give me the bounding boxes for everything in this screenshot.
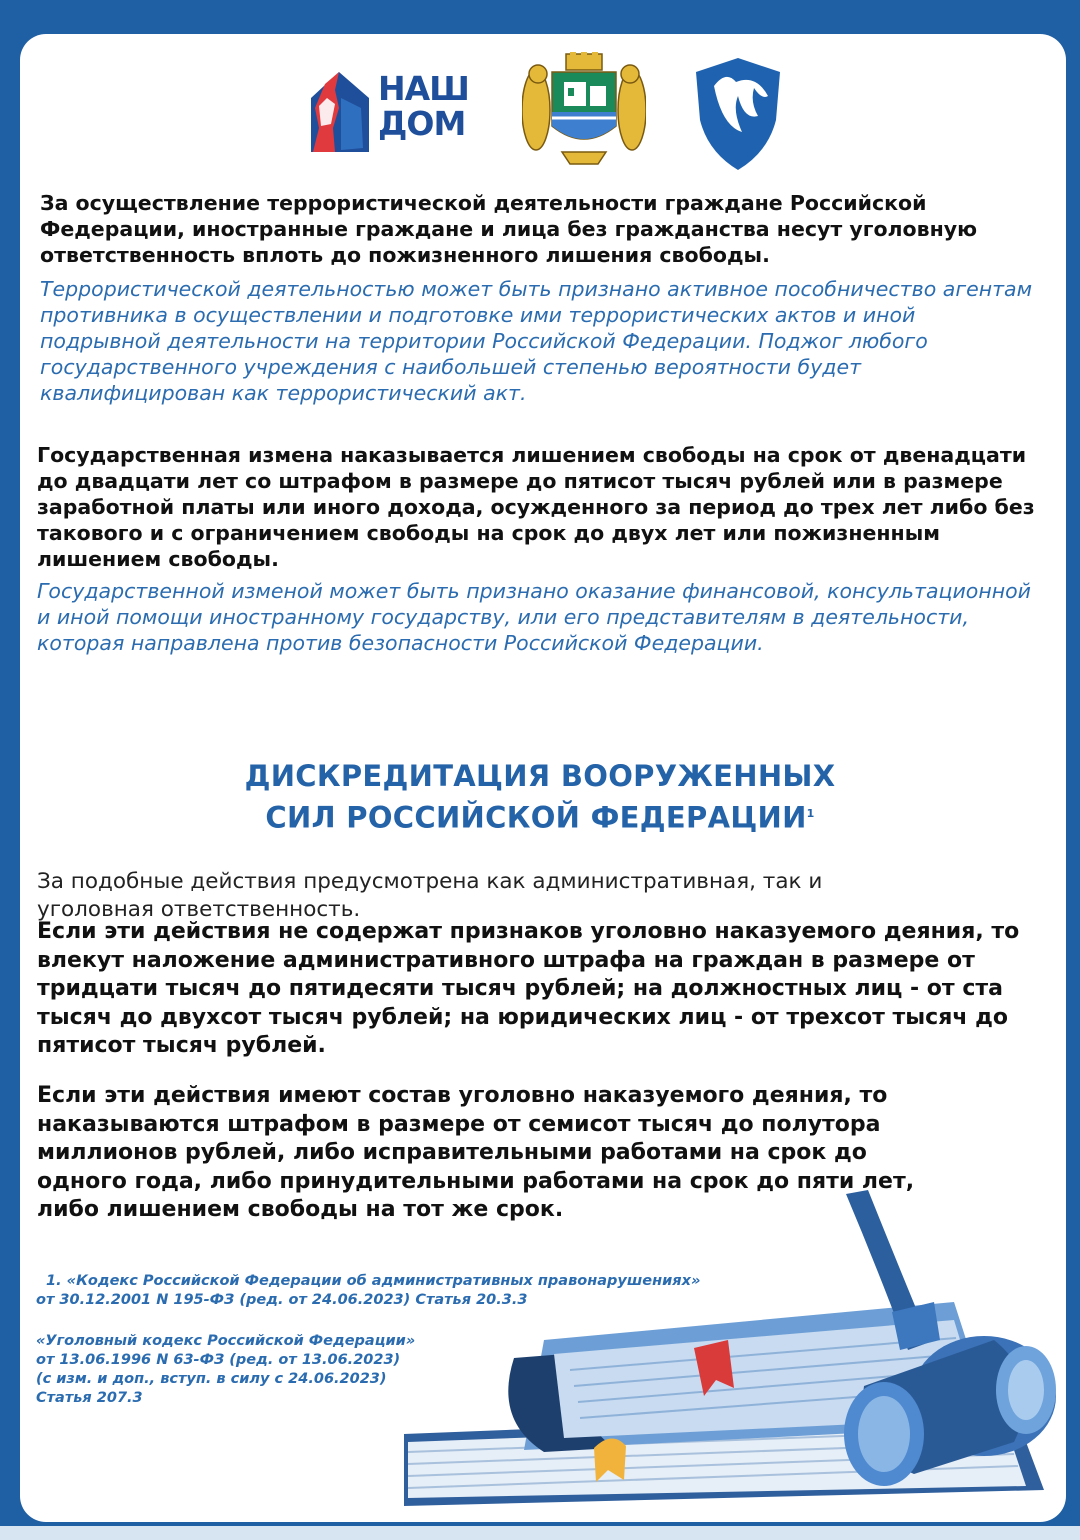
shield-dove-logo [692, 56, 784, 172]
footnote-coap-title: 1. «Кодекс Российской Федерации об административных правонарушениях» [46, 1273, 701, 1289]
shield-dove-icon [692, 56, 784, 172]
coat-of-arms-icon [522, 52, 646, 168]
logo-row [20, 44, 1066, 184]
heading-footnote-mark: 1 [806, 807, 815, 820]
liability-intro-text: За подобные действия предусмотрена как административная, так и уголовная ответственность. [37, 868, 823, 922]
nash-dom-wordmark [378, 71, 469, 141]
footnote-cc-amendments: (с изм. и доп., вступ. в силу с 24.06.2023) [36, 1371, 387, 1387]
footnote-coap-details: от 30.12.2001 N 195-ФЗ (ред. от 24.06.2023) Статья 20.3.3 [36, 1292, 528, 1308]
nash-dom-line1: НАШ [378, 69, 469, 108]
footnote-cc-article: Статья 207.3 [36, 1390, 143, 1406]
footnote-criminal-code [36, 1332, 516, 1408]
heading-line2-text: СИЛ РОССИЙСКОЙ ФЕДЕРАЦИИ [265, 800, 807, 835]
terrorism-definition-text: Террористической деятельностью может быть признано активное пособничество агентам противника в осуществлении и подготовке ими террористических актов и иной подрывной деятельности на территории Российской Федерации. Поджог любого государственного учреждения с наибольшей степенью вероятности будет квалифицирован как террористический акт. [40, 277, 1033, 405]
section-heading [20, 758, 1060, 837]
terrorism-liability-text: За осуществление террористической деятельности граждане Российской Федерации, иностранные граждане и лица без гражданства несут уголовную ответственность вплоть до пожизненного лишения свободы. [40, 191, 978, 267]
bottom-stripe [0, 1526, 1080, 1540]
heading-line2 [20, 795, 1060, 837]
criminal-penalty-text: Если эти действия имеют состав уголовно наказуемого деяния, то наказываются штрафом в размере от семисот тысяч до полутора миллионов рублей, либо исправительными работами на срок до одного года, либо принудительными работами на срок до пяти лет, либо лишением свободы на тот же срок. [37, 1083, 915, 1222]
city-coat-of-arms [522, 52, 646, 168]
nash-dom-line2: ДОМ [378, 104, 466, 143]
nash-dom-house-icon [305, 68, 373, 158]
administrative-fine-text: Если эти действия не содержат признаков уголовно наказуемого деяния, то влекут наложение административного штрафа на граждан в размере от тридцати тысяч до пятидесяти тысяч рублей; на должностных лиц - от ста тысяч до двухсот тысяч рублей; на юридических лиц - от трехсот тысяч до пятисот тысяч рублей. [37, 919, 1020, 1058]
treason-definition-text: Государственной изменой может быть признано оказание финансовой, консультационной и иной помощи иностранному государству, или его представителям в деятельности, которая направлена против безопасности Российской Федерации. [37, 579, 1031, 655]
footnote-coap [36, 1272, 816, 1310]
heading-line1: ДИСКРЕДИТАЦИЯ ВООРУЖЕННЫХ [244, 759, 836, 793]
poster-card [20, 34, 1066, 1522]
footnote-cc-details: от 13.06.1996 N 63-ФЗ (ред. от 13.06.2023) [36, 1352, 401, 1368]
nash-dom-logo [305, 68, 475, 158]
treason-penalty-text: Государственная измена наказывается лишением свободы на срок от двенадцати до двадцати лет со штрафом в размере до пятисот тысяч рублей или в размере заработной платы или иного дохода, осужденного за период до трех лет либо без такового и с ограничением свободы на срок до двух лет или пожизненным лишением свободы. [37, 443, 1035, 571]
footnote-cc-title: «Уголовный кодекс Российской Федерации» [36, 1333, 416, 1349]
